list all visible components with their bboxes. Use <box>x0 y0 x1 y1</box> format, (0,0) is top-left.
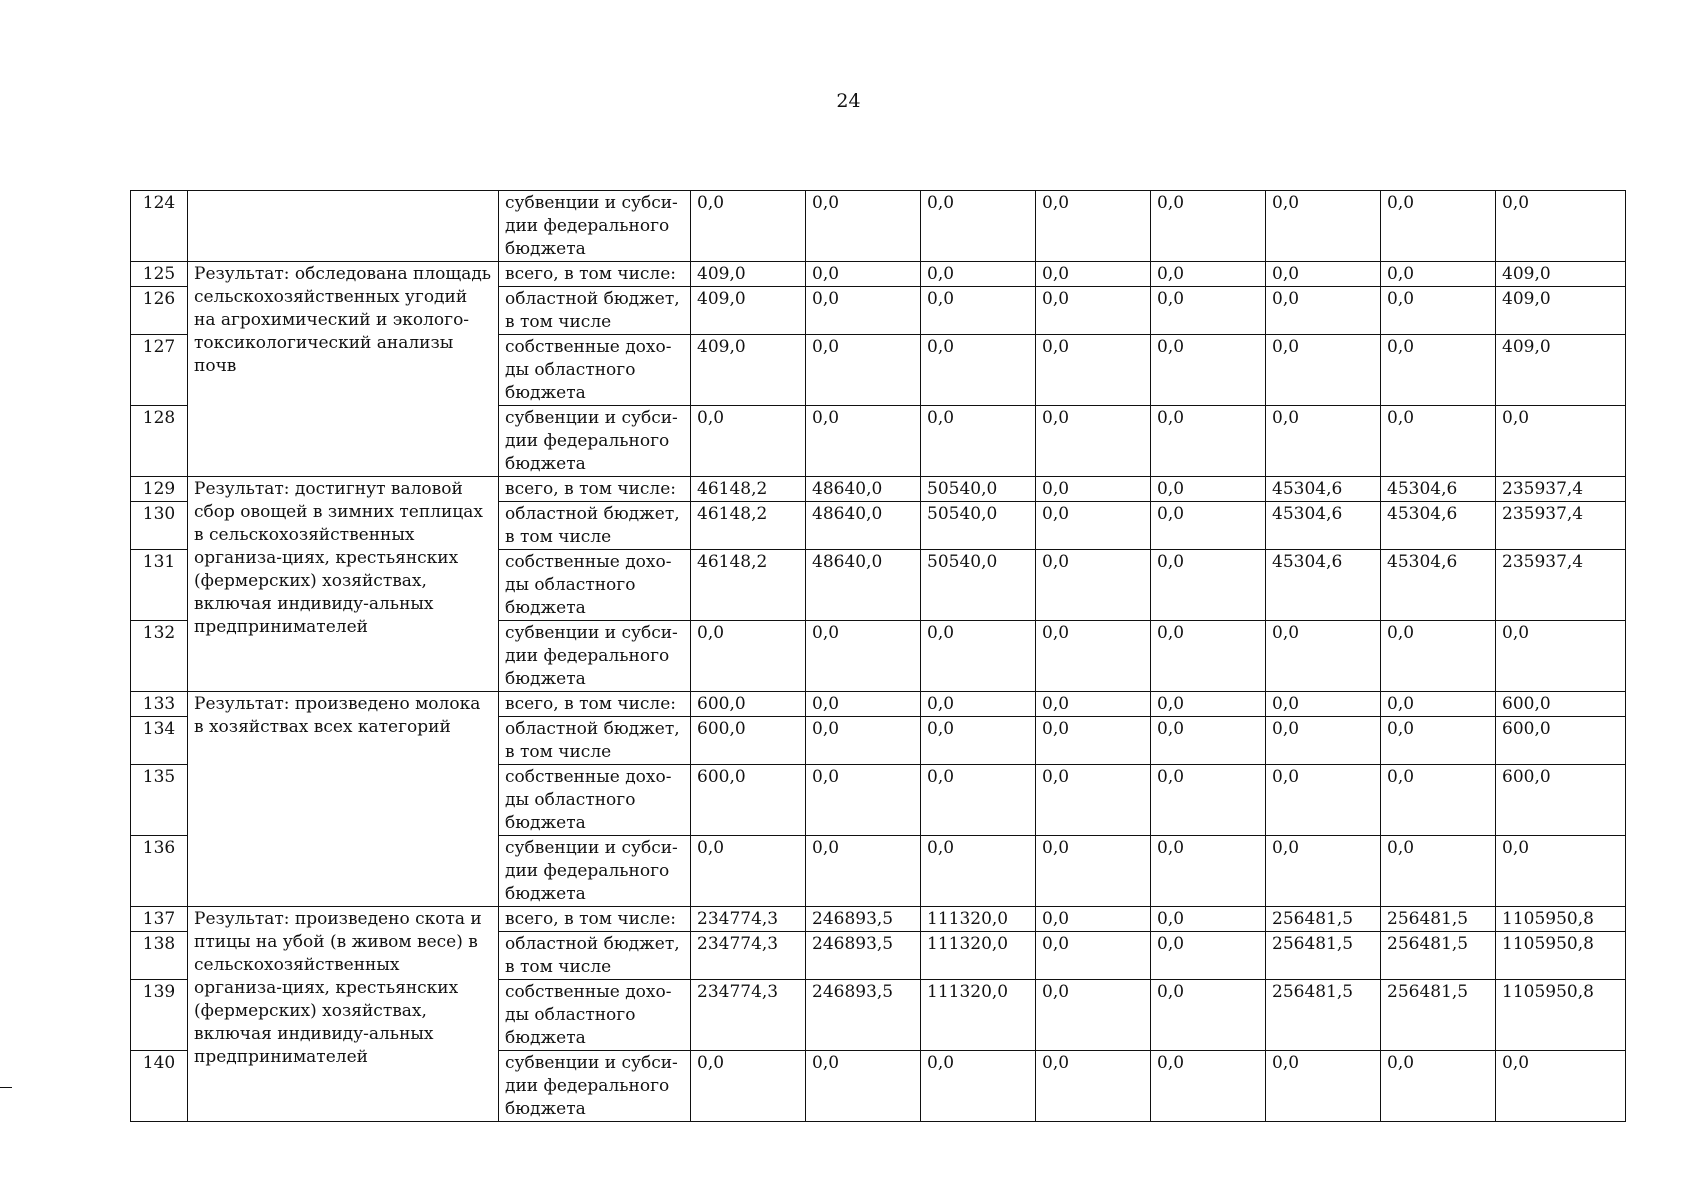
amount-cell: 50540,0 <box>921 550 1036 621</box>
amount-cell: 0,0 <box>1266 287 1381 335</box>
amount-cell: 246893,5 <box>806 980 921 1051</box>
amount-cell: 0,0 <box>1381 692 1496 717</box>
amount-cell: 0,0 <box>1381 406 1496 477</box>
funding-source-label: субвенции и субси-дии федерального бюджета <box>499 191 691 262</box>
result-description: Результат: произведено скота и птицы на убой (в живом весе) в сельскохозяйственных организа-циях, крестьянских (фермерских) хозяйствах, включая индивиду-альных предпринимателей <box>188 907 499 1122</box>
amount-cell: 0,0 <box>1151 1051 1266 1122</box>
row-number: 134 <box>131 717 188 765</box>
funding-source-label: собственные дохо-ды областного бюджета <box>499 335 691 406</box>
amount-cell: 0,0 <box>806 717 921 765</box>
amount-cell: 0,0 <box>1381 836 1496 907</box>
amount-cell: 0,0 <box>806 335 921 406</box>
amount-cell: 0,0 <box>691 1051 806 1122</box>
row-number: 127 <box>131 335 188 406</box>
row-number: 124 <box>131 191 188 262</box>
amount-cell: 600,0 <box>1496 717 1626 765</box>
amount-cell: 234774,3 <box>691 932 806 980</box>
amount-cell: 50540,0 <box>921 502 1036 550</box>
amount-cell: 409,0 <box>691 287 806 335</box>
amount-cell: 45304,6 <box>1381 502 1496 550</box>
amount-cell: 0,0 <box>1381 621 1496 692</box>
amount-cell: 0,0 <box>1496 191 1626 262</box>
row-number: 137 <box>131 907 188 932</box>
amount-cell: 0,0 <box>1266 765 1381 836</box>
amount-cell: 0,0 <box>1036 287 1151 335</box>
amount-cell: 0,0 <box>1266 621 1381 692</box>
table-row <box>131 692 1626 717</box>
amount-cell: 0,0 <box>1036 692 1151 717</box>
table-row <box>131 191 1626 262</box>
amount-cell: 1105950,8 <box>1496 932 1626 980</box>
funding-source-label: субвенции и субси-дии федерального бюджета <box>499 621 691 692</box>
result-description <box>188 191 499 262</box>
amount-cell: 0,0 <box>1151 621 1266 692</box>
funding-source-label: субвенции и субси-дии федерального бюджета <box>499 1051 691 1122</box>
amount-cell: 409,0 <box>1496 335 1626 406</box>
amount-cell: 0,0 <box>1496 1051 1626 1122</box>
amount-cell: 246893,5 <box>806 932 921 980</box>
amount-cell: 0,0 <box>1151 335 1266 406</box>
amount-cell: 0,0 <box>1151 477 1266 502</box>
amount-cell: 0,0 <box>806 262 921 287</box>
amount-cell: 0,0 <box>1036 550 1151 621</box>
row-number: 128 <box>131 406 188 477</box>
result-description: Результат: обследована площадь сельскохозяйственных угодий на агрохимический и эколого-токсикологический анализы почв <box>188 262 499 477</box>
funding-source-label: собственные дохо-ды областного бюджета <box>499 980 691 1051</box>
amount-cell: 111320,0 <box>921 932 1036 980</box>
amount-cell: 0,0 <box>1151 692 1266 717</box>
amount-cell: 0,0 <box>1381 191 1496 262</box>
amount-cell: 0,0 <box>1036 621 1151 692</box>
amount-cell: 0,0 <box>1151 980 1266 1051</box>
amount-cell: 0,0 <box>806 621 921 692</box>
amount-cell: 48640,0 <box>806 550 921 621</box>
amount-cell: 0,0 <box>691 621 806 692</box>
amount-cell: 46148,2 <box>691 477 806 502</box>
amount-cell: 256481,5 <box>1266 980 1381 1051</box>
amount-cell: 0,0 <box>1266 836 1381 907</box>
amount-cell: 256481,5 <box>1266 932 1381 980</box>
row-number: 131 <box>131 550 188 621</box>
amount-cell: 0,0 <box>921 717 1036 765</box>
row-number: 133 <box>131 692 188 717</box>
amount-cell: 0,0 <box>1151 717 1266 765</box>
row-number: 126 <box>131 287 188 335</box>
amount-cell: 0,0 <box>1151 765 1266 836</box>
amount-cell: 46148,2 <box>691 502 806 550</box>
amount-cell: 409,0 <box>691 262 806 287</box>
amount-cell: 256481,5 <box>1266 907 1381 932</box>
amount-cell: 0,0 <box>1036 836 1151 907</box>
amount-cell: 0,0 <box>1266 1051 1381 1122</box>
funding-source-label: собственные дохо-ды областного бюджета <box>499 550 691 621</box>
row-number: 129 <box>131 477 188 502</box>
funding-source-label: областной бюджет, в том числе <box>499 932 691 980</box>
amount-cell: 0,0 <box>691 191 806 262</box>
amount-cell: 256481,5 <box>1381 907 1496 932</box>
amount-cell: 0,0 <box>1381 287 1496 335</box>
amount-cell: 0,0 <box>1151 191 1266 262</box>
amount-cell: 0,0 <box>1036 502 1151 550</box>
amount-cell: 0,0 <box>806 765 921 836</box>
funding-source-label: областной бюджет, в том числе <box>499 287 691 335</box>
amount-cell: 45304,6 <box>1381 477 1496 502</box>
amount-cell: 0,0 <box>1266 717 1381 765</box>
amount-cell: 45304,6 <box>1266 550 1381 621</box>
row-number: 139 <box>131 980 188 1051</box>
amount-cell: 0,0 <box>1496 406 1626 477</box>
amount-cell: 0,0 <box>1381 717 1496 765</box>
amount-cell: 0,0 <box>806 191 921 262</box>
amount-cell: 0,0 <box>806 406 921 477</box>
row-number: 138 <box>131 932 188 980</box>
amount-cell: 234774,3 <box>691 907 806 932</box>
amount-cell: 0,0 <box>806 692 921 717</box>
row-number: 140 <box>131 1051 188 1122</box>
funding-source-label: всего, в том числе: <box>499 692 691 717</box>
amount-cell: 0,0 <box>1036 907 1151 932</box>
funding-source-label: субвенции и субси-дии федерального бюджета <box>499 406 691 477</box>
margin-mark <box>0 1087 12 1088</box>
amount-cell: 0,0 <box>1496 836 1626 907</box>
table-row <box>131 477 1626 502</box>
amount-cell: 0,0 <box>1036 980 1151 1051</box>
row-number: 130 <box>131 502 188 550</box>
amount-cell: 246893,5 <box>806 907 921 932</box>
funding-source-label: всего, в том числе: <box>499 907 691 932</box>
funding-source-label: собственные дохо-ды областного бюджета <box>499 765 691 836</box>
row-number: 132 <box>131 621 188 692</box>
amount-cell: 0,0 <box>1036 1051 1151 1122</box>
amount-cell: 0,0 <box>691 406 806 477</box>
amount-cell: 0,0 <box>1151 406 1266 477</box>
amount-cell: 0,0 <box>1266 692 1381 717</box>
amount-cell: 0,0 <box>1381 765 1496 836</box>
amount-cell: 0,0 <box>921 1051 1036 1122</box>
amount-cell: 0,0 <box>1036 191 1151 262</box>
table-row <box>131 262 1626 287</box>
amount-cell: 0,0 <box>921 765 1036 836</box>
amount-cell: 1105950,8 <box>1496 907 1626 932</box>
amount-cell: 0,0 <box>921 335 1036 406</box>
table-row <box>131 907 1626 932</box>
amount-cell: 0,0 <box>1036 335 1151 406</box>
amount-cell: 0,0 <box>921 191 1036 262</box>
amount-cell: 0,0 <box>1381 262 1496 287</box>
funding-source-label: всего, в том числе: <box>499 262 691 287</box>
amount-cell: 409,0 <box>691 335 806 406</box>
amount-cell: 0,0 <box>921 287 1036 335</box>
amount-cell: 0,0 <box>1151 262 1266 287</box>
amount-cell: 0,0 <box>806 287 921 335</box>
table-body <box>131 191 1626 1122</box>
amount-cell: 50540,0 <box>921 477 1036 502</box>
amount-cell: 0,0 <box>691 836 806 907</box>
amount-cell: 235937,4 <box>1496 477 1626 502</box>
result-description: Результат: достигнут валовой сбор овощей в зимних теплицах в сельскохозяйственных организа-циях, крестьянских (фермерских) хозяйствах, включая индивиду-альных предпринимателей <box>188 477 499 692</box>
page-number: 24 <box>836 90 861 112</box>
amount-cell: 0,0 <box>921 406 1036 477</box>
amount-cell: 0,0 <box>1036 477 1151 502</box>
amount-cell: 0,0 <box>1036 765 1151 836</box>
amount-cell: 0,0 <box>921 621 1036 692</box>
amount-cell: 111320,0 <box>921 980 1036 1051</box>
row-number: 135 <box>131 765 188 836</box>
funding-source-label: всего, в том числе: <box>499 477 691 502</box>
amount-cell: 0,0 <box>1266 406 1381 477</box>
amount-cell: 0,0 <box>1151 907 1266 932</box>
amount-cell: 409,0 <box>1496 262 1626 287</box>
amount-cell: 256481,5 <box>1381 980 1496 1051</box>
funding-source-label: областной бюджет, в том числе <box>499 502 691 550</box>
row-number: 125 <box>131 262 188 287</box>
amount-cell: 600,0 <box>1496 765 1626 836</box>
result-description: Результат: произведено молока в хозяйствах всех категорий <box>188 692 499 907</box>
amount-cell: 0,0 <box>1266 262 1381 287</box>
amount-cell: 0,0 <box>1151 836 1266 907</box>
amount-cell: 48640,0 <box>806 477 921 502</box>
amount-cell: 0,0 <box>1266 191 1381 262</box>
amount-cell: 235937,4 <box>1496 502 1626 550</box>
amount-cell: 600,0 <box>1496 692 1626 717</box>
amount-cell: 0,0 <box>921 262 1036 287</box>
amount-cell: 600,0 <box>691 765 806 836</box>
funding-source-label: областной бюджет, в том числе <box>499 717 691 765</box>
amount-cell: 0,0 <box>1151 932 1266 980</box>
amount-cell: 0,0 <box>1151 550 1266 621</box>
amount-cell: 0,0 <box>806 1051 921 1122</box>
funding-source-label: субвенции и субси-дии федерального бюджета <box>499 836 691 907</box>
amount-cell: 0,0 <box>1036 406 1151 477</box>
amount-cell: 111320,0 <box>921 907 1036 932</box>
amount-cell: 0,0 <box>1266 335 1381 406</box>
amount-cell: 0,0 <box>921 692 1036 717</box>
amount-cell: 0,0 <box>1036 932 1151 980</box>
amount-cell: 1105950,8 <box>1496 980 1626 1051</box>
amount-cell: 235937,4 <box>1496 550 1626 621</box>
amount-cell: 0,0 <box>1496 621 1626 692</box>
row-number: 136 <box>131 836 188 907</box>
amount-cell: 0,0 <box>1036 262 1151 287</box>
amount-cell: 600,0 <box>691 717 806 765</box>
amount-cell: 256481,5 <box>1381 932 1496 980</box>
amount-cell: 46148,2 <box>691 550 806 621</box>
amount-cell: 0,0 <box>1381 335 1496 406</box>
amount-cell: 0,0 <box>921 836 1036 907</box>
amount-cell: 45304,6 <box>1266 477 1381 502</box>
amount-cell: 48640,0 <box>806 502 921 550</box>
amount-cell: 45304,6 <box>1266 502 1381 550</box>
amount-cell: 0,0 <box>1381 1051 1496 1122</box>
budget-table <box>130 190 1626 1122</box>
amount-cell: 45304,6 <box>1381 550 1496 621</box>
amount-cell: 0,0 <box>806 836 921 907</box>
amount-cell: 234774,3 <box>691 980 806 1051</box>
amount-cell: 0,0 <box>1036 717 1151 765</box>
amount-cell: 600,0 <box>691 692 806 717</box>
amount-cell: 0,0 <box>1151 287 1266 335</box>
amount-cell: 0,0 <box>1151 502 1266 550</box>
amount-cell: 409,0 <box>1496 287 1626 335</box>
